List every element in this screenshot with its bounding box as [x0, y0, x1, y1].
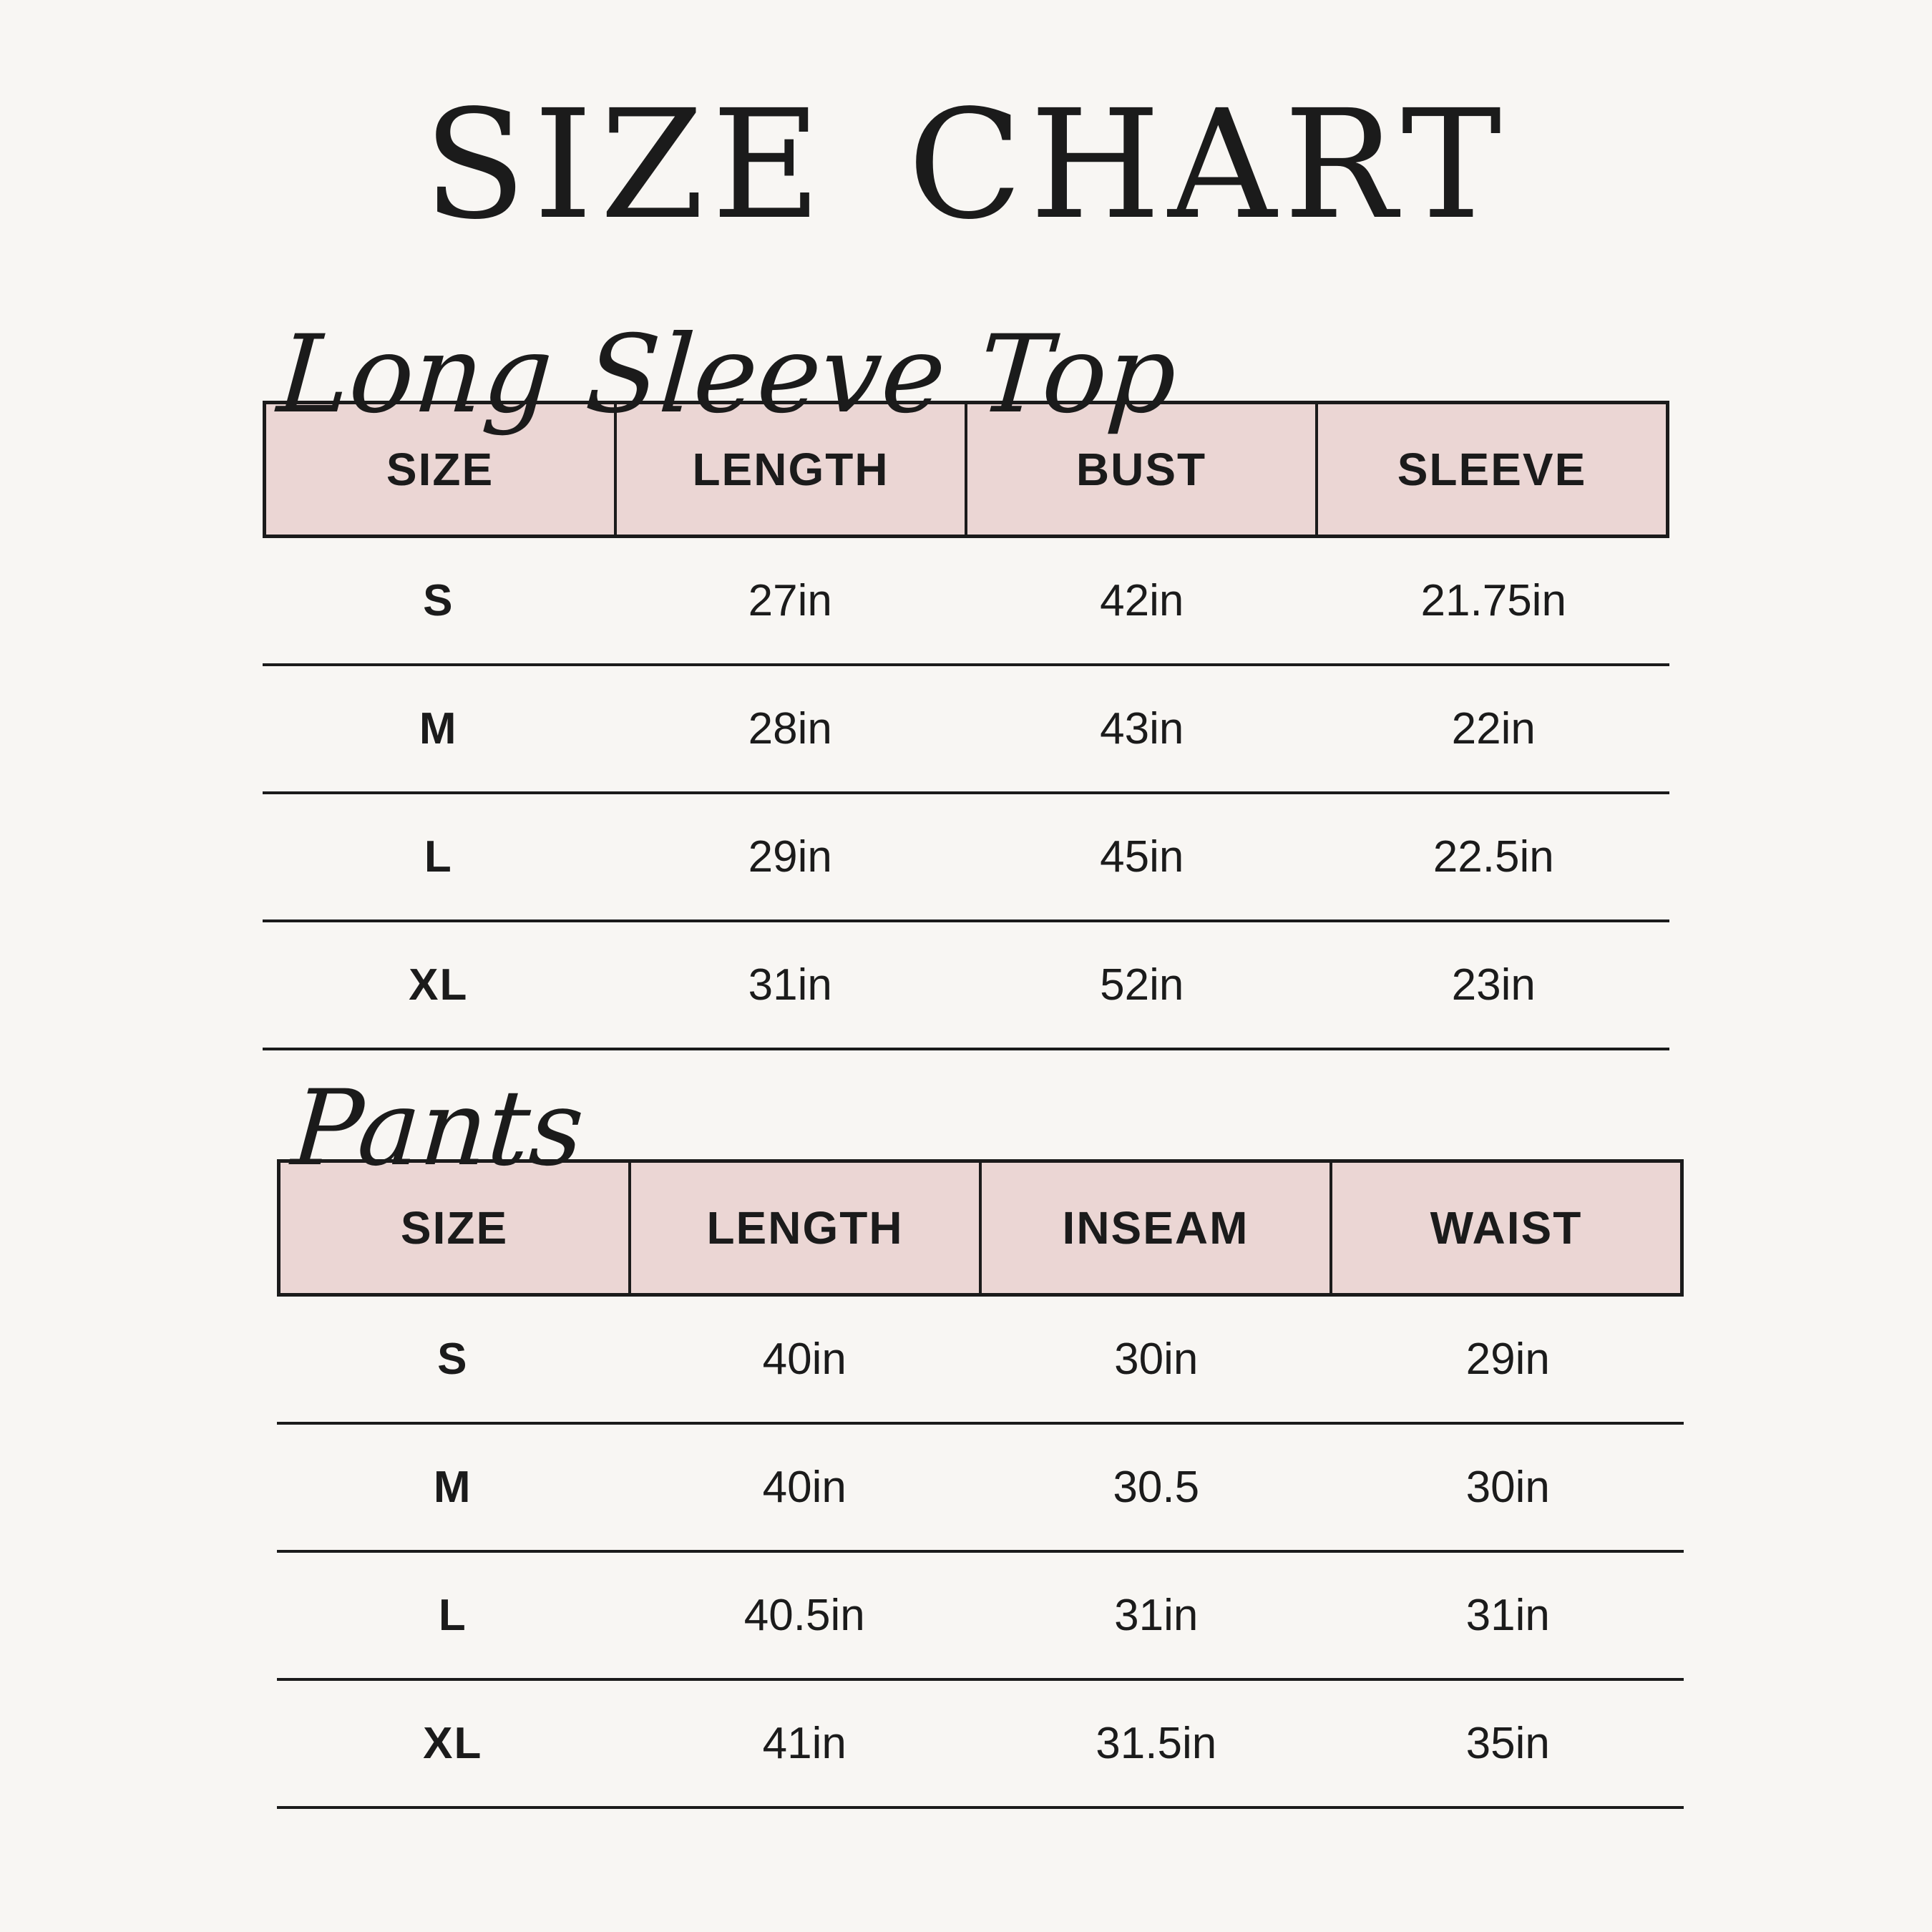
cell-size: XL	[409, 960, 469, 1010]
table-row-l	[277, 1553, 1684, 1681]
cell-size: M	[419, 704, 458, 753]
column-header-bust: BUST	[965, 404, 1315, 535]
cell-length: 40.5in	[743, 1590, 865, 1640]
cell-size: S	[437, 1334, 469, 1384]
table-row-s	[277, 1297, 1684, 1425]
table-row-l	[263, 794, 1669, 922]
column-header-length: LENGTH	[614, 404, 965, 535]
page-title: SIZE CHART	[423, 77, 1509, 253]
cell-size: S	[423, 576, 454, 625]
cell-waist: 30in	[1465, 1462, 1550, 1512]
section-heading-pants: Pants	[288, 1068, 588, 1189]
cell-length: 27in	[748, 576, 832, 625]
section-long-sleeve-top	[263, 313, 1669, 1051]
cell-bust: 42in	[1100, 576, 1184, 625]
cell-waist: 29in	[1465, 1334, 1550, 1384]
cell-inseam: 30in	[1114, 1334, 1199, 1384]
cell-length: 40in	[762, 1334, 847, 1384]
cell-length: 28in	[748, 704, 832, 753]
section-pants	[277, 1069, 1684, 1809]
cell-size: L	[438, 1590, 467, 1640]
cell-bust: 43in	[1100, 704, 1184, 753]
cell-length: 41in	[762, 1718, 847, 1768]
cell-length: 29in	[748, 832, 832, 882]
column-header-size: SIZE	[400, 1201, 509, 1254]
cell-sleeve: 21.75in	[1420, 576, 1566, 625]
column-header-length: LENGTH	[628, 1163, 979, 1293]
cell-length: 31in	[748, 960, 832, 1010]
cell-waist: 35in	[1465, 1718, 1550, 1768]
cell-sleeve: 22in	[1451, 704, 1536, 753]
column-header-size: SIZE	[386, 444, 494, 495]
cell-inseam: 31in	[1114, 1590, 1199, 1640]
column-header-waist: WAIST	[1330, 1163, 1680, 1293]
table-row-xl	[277, 1681, 1684, 1809]
cell-inseam: 30.5	[1113, 1462, 1200, 1512]
cell-size: M	[433, 1462, 472, 1512]
cell-bust: 45in	[1100, 832, 1184, 882]
cell-bust: 52in	[1100, 960, 1184, 1010]
section-heading-long-sleeve-top: Long Sleeve Top	[273, 312, 1181, 437]
cell-sleeve: 23in	[1451, 960, 1536, 1010]
size-table-long-sleeve-top	[263, 401, 1669, 1050]
column-header-sleeve: SLEEVE	[1315, 404, 1666, 535]
cell-inseam: 31.5in	[1096, 1718, 1217, 1768]
cell-size: XL	[423, 1718, 483, 1768]
size-table-pants	[277, 1159, 1684, 1809]
cell-sleeve: 22.5in	[1433, 832, 1554, 882]
table-row-m	[277, 1425, 1684, 1553]
cell-size: L	[424, 832, 453, 882]
cell-waist: 31in	[1465, 1590, 1550, 1640]
table-row-s	[263, 538, 1669, 666]
column-header-inseam: INSEAM	[979, 1163, 1330, 1293]
table-row-xl	[263, 922, 1669, 1050]
cell-length: 40in	[762, 1462, 847, 1512]
table-row-m	[263, 666, 1669, 794]
